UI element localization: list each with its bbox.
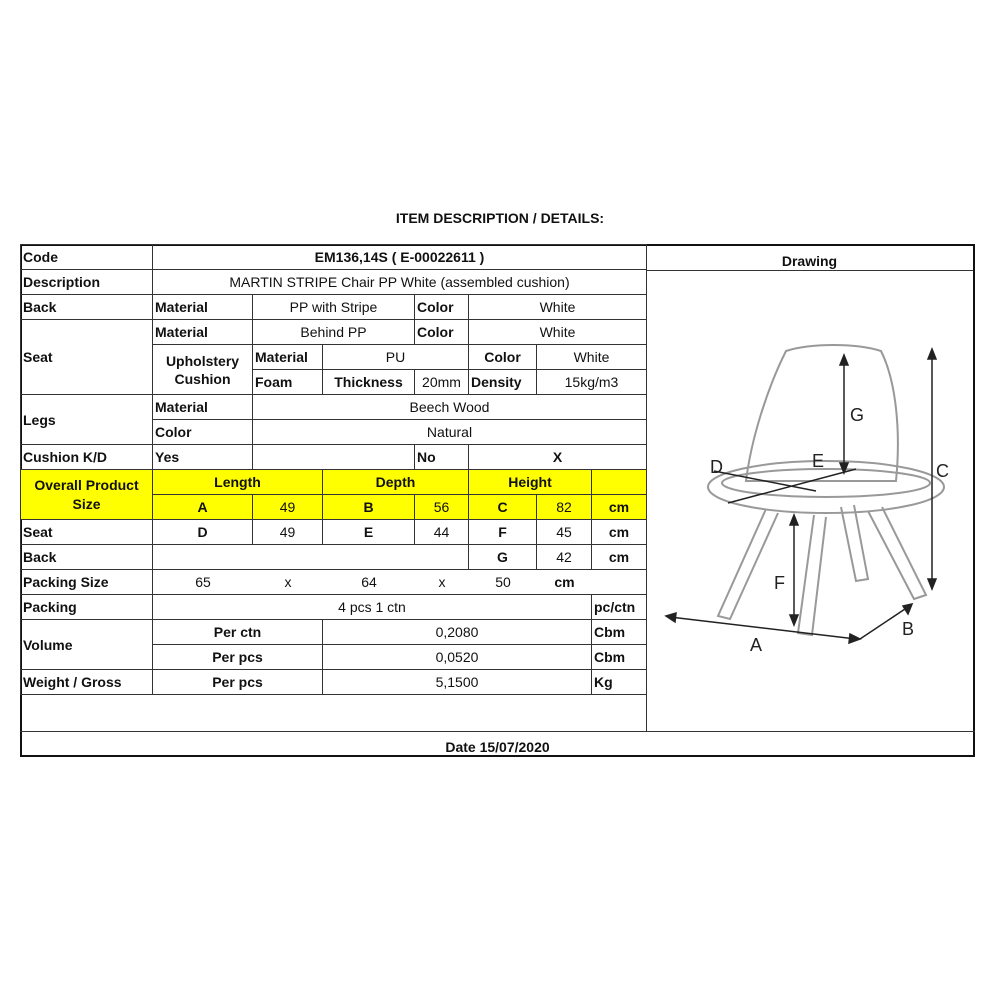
back-color: White [469, 295, 647, 320]
weight-unit: Kg [592, 670, 647, 695]
arrow-f-top [790, 515, 798, 525]
dim-e-value: 44 [415, 520, 469, 545]
seat-label: Seat [21, 320, 153, 395]
packing-height: 50 [495, 574, 511, 590]
seat-dims-unit: cm [592, 520, 647, 545]
uph-material-label: Material [253, 345, 323, 370]
volume-per-ctn: 0,2080 [323, 620, 592, 645]
dim-d-value: 49 [253, 520, 323, 545]
seat-material-label: Material [153, 320, 253, 345]
weight-value: 5,1500 [323, 670, 592, 695]
chair-drawing [646, 271, 973, 731]
legs-color: Natural [253, 420, 647, 445]
legs-material: Beech Wood [253, 395, 647, 420]
chair-leg-back-right [868, 507, 926, 599]
volume-per-pcs-label: Per pcs [153, 645, 323, 670]
label-f: F [774, 573, 785, 593]
height-header: Height [469, 470, 592, 495]
dim-f-label: F [469, 520, 537, 545]
arrow-f-bottom [790, 615, 798, 625]
packing-size-unit: cm [554, 574, 575, 590]
row-packing [21, 595, 647, 620]
uph-material: PU [323, 345, 469, 370]
code-value: EM136,14S ( E-00022611 ) [153, 245, 647, 270]
volume-per-ctn-label: Per ctn [153, 620, 323, 645]
date-footer: Date 15/07/2020 [20, 731, 975, 758]
back-label: Back [21, 295, 153, 320]
code-label: Code [21, 245, 153, 270]
row-weight [21, 670, 647, 695]
label-e: E [812, 451, 825, 471]
density-value: 15kg/m3 [537, 370, 647, 395]
overall-size-label: Overall Product Size [21, 470, 153, 520]
legs-material-label: Material [153, 395, 253, 420]
dim-b-value: 56 [415, 495, 469, 520]
uph-color-label: Color [469, 345, 537, 370]
packing-size-label: Packing Size [21, 570, 153, 595]
volume-per-pcs: 0,0520 [323, 645, 592, 670]
back-material-label: Material [153, 295, 253, 320]
dim-f-value: 45 [537, 520, 592, 545]
thickness-value: 20mm [415, 370, 469, 395]
back-color-label: Color [415, 295, 469, 320]
weight-per-pcs-label: Per pcs [153, 670, 323, 695]
row-back-dims [21, 545, 647, 570]
density-label: Density [469, 370, 537, 395]
depth-header: Depth [323, 470, 469, 495]
cushion-yes-value [253, 445, 415, 470]
dim-line-a [670, 617, 856, 639]
back-material: PP with Stripe [253, 295, 415, 320]
label-b: B [902, 619, 915, 639]
page-title: ITEM DESCRIPTION / DETAILS: [395, 210, 605, 226]
seat-color-label: Color [415, 320, 469, 345]
drawing-header: Drawing [646, 246, 973, 271]
description-label: Description [21, 270, 153, 295]
packing-label: Packing [21, 595, 153, 620]
packing-unit: pc/ctn [592, 595, 647, 620]
row-description [21, 270, 647, 295]
volume-label: Volume [21, 620, 153, 670]
label-c: C [936, 461, 949, 481]
row-legs-1 [21, 395, 647, 420]
back-dims-unit: cm [592, 545, 647, 570]
upholstery-label: Upholstery Cushion [153, 345, 253, 395]
cushion-kd-label: Cushion K/D [21, 445, 153, 470]
description-value: MARTIN STRIPE Chair PP White (assembled cushion) [153, 270, 647, 295]
label-g: G [850, 405, 865, 425]
chair-leg-back [841, 505, 868, 581]
arrow-c-bottom [928, 579, 936, 589]
row-back [21, 295, 647, 320]
packing-x2: x [438, 574, 446, 590]
cushion-no: No [415, 445, 469, 470]
packing-x1: x [284, 574, 292, 590]
packing-size-values [153, 574, 646, 590]
volume-ctn-unit: Cbm [592, 620, 647, 645]
label-d: D [710, 457, 723, 477]
uph-color: White [537, 345, 647, 370]
dim-a-value: 49 [253, 495, 323, 520]
seat-dims-label: Seat [21, 520, 153, 545]
cushion-yes: Yes [153, 445, 253, 470]
legs-color-label: Color [153, 420, 253, 445]
arrow-b [903, 604, 912, 614]
packing-width: 64 [361, 574, 377, 590]
row-cushion-kd [21, 445, 647, 470]
dim-g-value: 42 [537, 545, 592, 570]
arrow-g-top [840, 355, 848, 365]
spec-table [20, 244, 647, 695]
cushion-no-mark: X [469, 445, 647, 470]
chair-leg-front-right [798, 515, 826, 635]
seat-color: White [469, 320, 647, 345]
thickness-label: Thickness [323, 370, 415, 395]
row-packing-size [21, 570, 647, 595]
foam-label: Foam [253, 370, 323, 395]
seat-material: Behind PP [253, 320, 415, 345]
dim-d-label: D [153, 520, 253, 545]
packing-value: 4 pcs 1 ctn [153, 595, 592, 620]
dim-line-b [860, 607, 908, 639]
legs-label: Legs [21, 395, 153, 445]
row-code [21, 245, 647, 270]
dim-g-label: G [469, 545, 537, 570]
chair-leg-front-left [718, 509, 778, 619]
row-overall-1 [21, 470, 647, 495]
row-volume-ctn [21, 620, 647, 645]
overall-unit: cm [592, 495, 647, 520]
back-dims-label: Back [21, 545, 153, 570]
length-header: Length [153, 470, 323, 495]
row-seat-1 [21, 320, 647, 345]
arrow-c-top [928, 349, 936, 359]
label-a: A [750, 635, 763, 655]
arrow-a-left [666, 613, 676, 622]
dim-a-label: A [153, 495, 253, 520]
volume-pcs-unit: Cbm [592, 645, 647, 670]
back-dims-blank [153, 545, 469, 570]
row-seat-dims [21, 520, 647, 545]
dim-c-value: 82 [537, 495, 592, 520]
overall-unit-blank [592, 470, 647, 495]
chair-outline [708, 345, 944, 635]
arrow-a-right [849, 634, 860, 643]
weight-label: Weight / Gross [21, 670, 153, 695]
chair-cushion [722, 469, 930, 497]
dim-b-label: B [323, 495, 415, 520]
packing-length: 65 [195, 574, 211, 590]
dim-e-label: E [323, 520, 415, 545]
dim-c-label: C [469, 495, 537, 520]
